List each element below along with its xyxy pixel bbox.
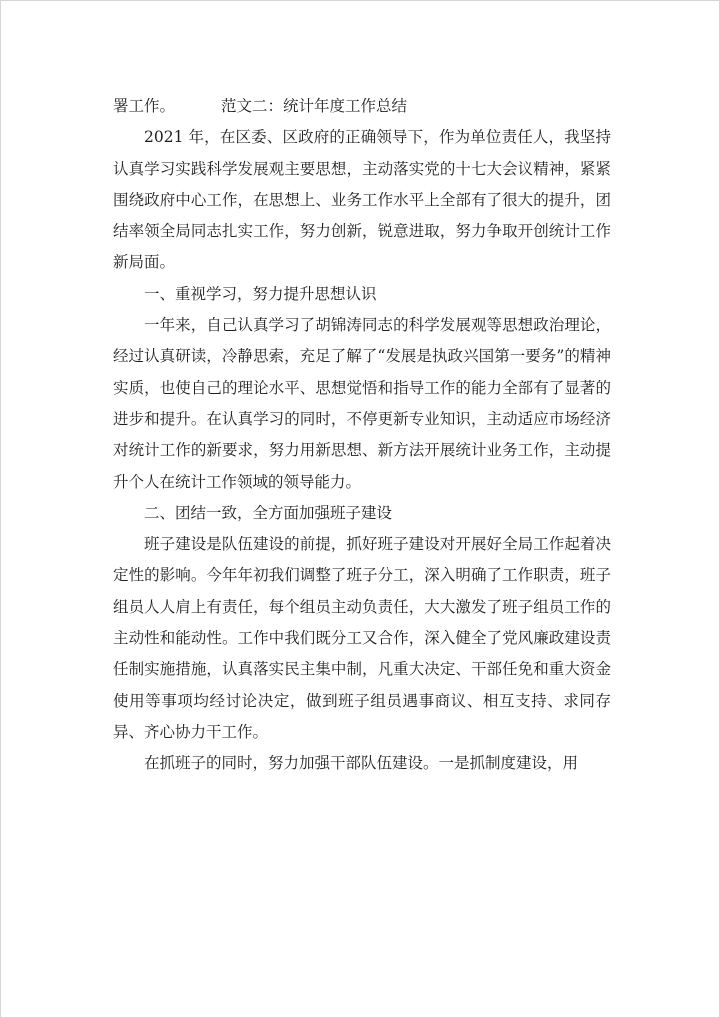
- paragraph-team: 班子建设是队伍建设的前提，抓好班子建设对开展好全局工作起着决定性的影响。今年年初我们调整了班子分工，深入明确了工作职责，班子组员人人肩上有责任，每个组员主动负责任，大大激发了班子组员工作的主动性和能动性。工作中我们既分工又合作，深入健全了党风廉政建设责任制实施措施，认真落实民主集中制，凡重大决定、干部任免和重大资金使用等事项均经讨论决定，做到班子组员遇事商议、相互支持、求同存异、齐心协力干工作。: [113, 535, 611, 741]
- first-line: [113, 91, 611, 122]
- paragraph-intro: 2021 年，在区委、区政府的正确领导下，作为单位责任人，我坚持认真学习实践科学发展观主要思想，主动落实党的十七大会议精神，紧紧围绕政府中心工作，在思想上、业务工作水平上全部有了很大的提升，团结率领全局同志扎实工作，努力创新，锐意进取，努力争取开创统计工作新局面。: [113, 128, 611, 272]
- heading-study: 一、重视学习，努力提升思想认识: [144, 284, 377, 303]
- document-body: [113, 91, 611, 780]
- paragraph-study: 一年来，自己认真学习了胡锦涛同志的科学发展观等思想政治理论，经过认真研读，冷静思索，充足了解了“发展是执政兴国第一要务”的精神实质，也使自己的理论水平、思想觉悟和指导工作的能力全部有了显著的进步和提升。在认真学习的同时，不停更新专业知识，主动适应市场经济对统计工作的新要求，努力用新思想、新方法开展统计业务工作，主动提升个人在统计工作领域的领导能力。: [113, 316, 611, 491]
- paragraph-cadre: 在抓班子的同时，努力加强干部队伍建设。一是抓制度建设，用: [144, 754, 579, 773]
- section-title: 范文二：统计年度工作总结: [221, 97, 408, 115]
- heading-team: 二、团结一致，全方面加强班子建设: [144, 503, 393, 522]
- previous-section-tail: 署工作。: [113, 97, 176, 115]
